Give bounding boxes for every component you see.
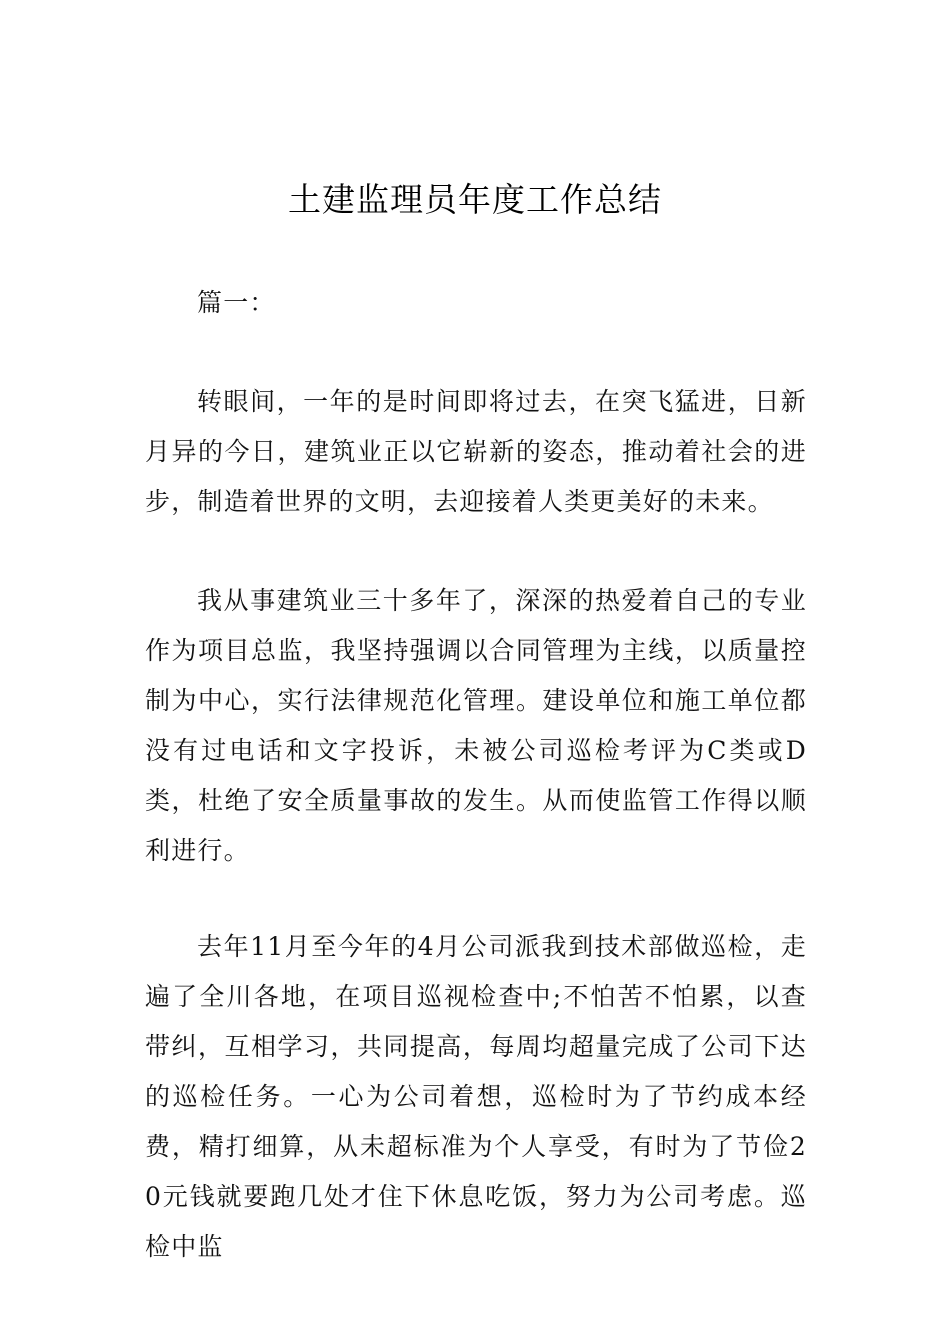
paragraph-1: 转眼间，一年的是时间即将过去，在突飞猛进，日新月异的今日，建筑业正以它崭新的姿态，推动着社会的进步，制造着世界的文明，去迎接着人类更美好的未来。 [145, 387, 807, 516]
paragraph-3: 去年11月至今年的4月公司派我到技术部做巡检，走遍了全川各地，在项目巡视检查中;不怕苦不怕累，以查带纠，互相学习，共同提高，每周均超量完成了公司下达的巡检任务。一心为公司着想，巡检时为了节约成本经费，精打细算，从未超标准为个人享受，有时为了节俭20元钱就要跑几处才住下休息吃饭，努力为公司考虑。巡检中监 [145, 932, 807, 1261]
paragraph-2: 我从事建筑业三十多年了，深深的热爱着自己的专业作为项目总监，我坚持强调以合同管理为主线，以质量控制为中心，实行法律规范化管理。建设单位和施工单位都没有过电话和文字投诉，未被公司巡检考评为C类或D类，杜绝了安全质量事故的发生。从而使监管工作得以顺利进行。 [145, 586, 807, 865]
document-title: 土建监理员年度工作总结 [288, 180, 662, 219]
section-label: 篇一： [197, 288, 276, 317]
